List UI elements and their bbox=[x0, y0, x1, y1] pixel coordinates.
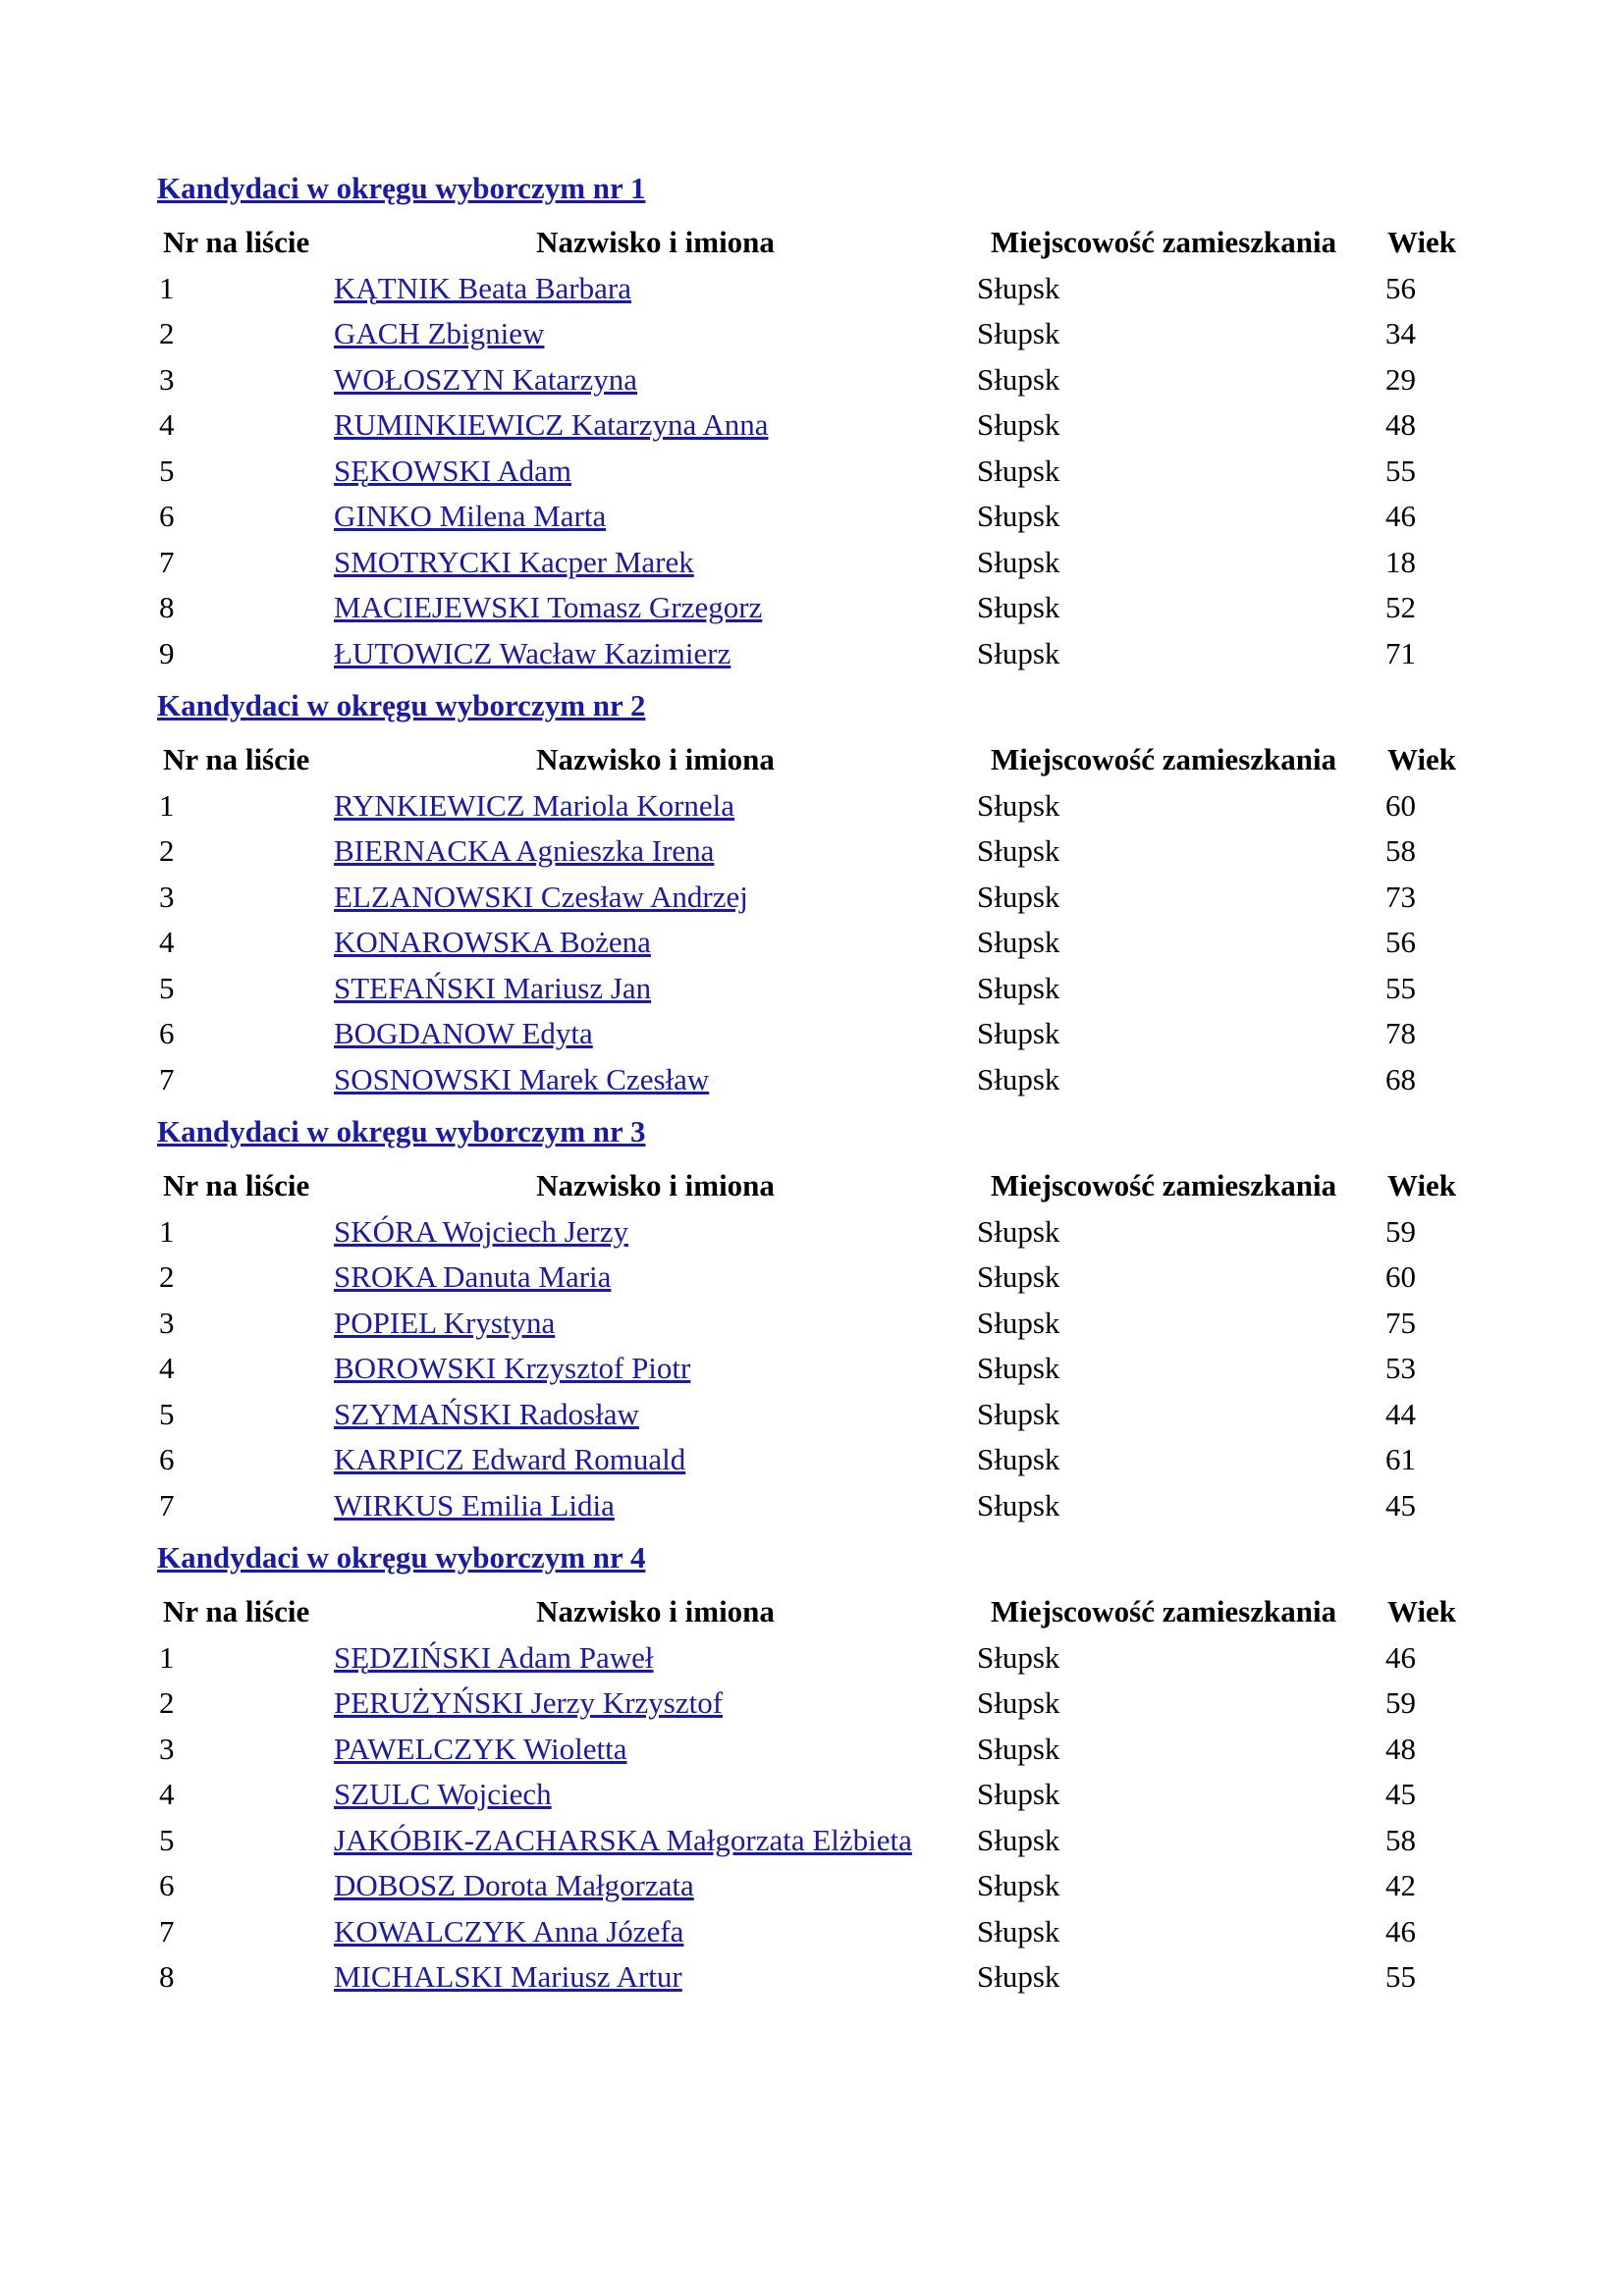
age: 59 bbox=[1385, 1685, 1416, 1721]
table-header-row bbox=[157, 737, 1473, 783]
candidate-name-cell bbox=[334, 1909, 977, 1955]
residence: Słupsk bbox=[977, 1913, 1060, 1949]
candidate-name-cell bbox=[334, 1346, 977, 1392]
residence: Słupsk bbox=[977, 1487, 1060, 1522]
age: 56 bbox=[1385, 270, 1416, 305]
candidate-name-link[interactable]: PERUŻYŃSKI Jerzy Krzysztof bbox=[334, 1685, 724, 1721]
age: 60 bbox=[1385, 787, 1416, 823]
residence: Słupsk bbox=[977, 925, 1060, 960]
list-number: 7 bbox=[159, 1487, 175, 1522]
age: 48 bbox=[1385, 407, 1416, 443]
list-number: 3 bbox=[159, 1731, 175, 1766]
list-number: 6 bbox=[159, 1442, 175, 1477]
table-row bbox=[157, 1727, 1473, 1773]
header-list-number: Nr na liście bbox=[163, 1168, 310, 1203]
candidate-name-link[interactable]: KONAROWSKA Bożena bbox=[334, 925, 651, 960]
candidate-name-link[interactable]: MACIEJEWSKI Tomasz Grzegorz bbox=[334, 590, 763, 625]
table-row bbox=[157, 357, 1473, 403]
candidate-name-link[interactable]: BIERNACKA Agnieszka Irena bbox=[334, 833, 715, 869]
table-row bbox=[157, 1772, 1473, 1818]
candidate-name-cell bbox=[334, 1437, 977, 1483]
age: 52 bbox=[1385, 590, 1416, 625]
header-residence: Miejscowość zamieszkania bbox=[991, 1168, 1337, 1203]
table-row bbox=[157, 1392, 1473, 1438]
age: 45 bbox=[1385, 1487, 1416, 1522]
candidate-name-link[interactable]: SZULC Wojciech bbox=[334, 1777, 552, 1812]
district-section bbox=[157, 1536, 1532, 2008]
list-number: 4 bbox=[159, 1351, 175, 1386]
list-number: 5 bbox=[159, 970, 175, 1005]
candidate-name-cell bbox=[334, 783, 977, 829]
residence: Słupsk bbox=[977, 1259, 1060, 1295]
candidate-name-cell bbox=[334, 1863, 977, 1909]
residence: Słupsk bbox=[977, 590, 1060, 625]
candidate-name-cell bbox=[334, 1772, 977, 1818]
candidate-name-cell bbox=[334, 1635, 977, 1682]
list-number: 5 bbox=[159, 1396, 175, 1431]
residence: Słupsk bbox=[977, 635, 1060, 670]
age: 53 bbox=[1385, 1351, 1416, 1386]
list-number: 4 bbox=[159, 1777, 175, 1812]
candidate-name-cell bbox=[334, 449, 977, 495]
candidate-list-document bbox=[157, 167, 1532, 2008]
age: 46 bbox=[1385, 499, 1416, 534]
age: 71 bbox=[1385, 635, 1416, 670]
list-number: 6 bbox=[159, 499, 175, 534]
candidate-name-link[interactable]: MICHALSKI Mariusz Artur bbox=[334, 1959, 682, 1995]
list-number: 6 bbox=[159, 1868, 175, 1903]
residence: Słupsk bbox=[977, 1731, 1060, 1766]
candidate-name-link[interactable]: SĘKOWSKI Adam bbox=[334, 453, 571, 488]
list-number: 1 bbox=[159, 1639, 175, 1675]
list-number: 4 bbox=[159, 407, 175, 443]
table-row bbox=[157, 1818, 1473, 1864]
candidate-name-cell bbox=[334, 1392, 977, 1438]
age: 78 bbox=[1385, 1016, 1416, 1051]
list-number: 2 bbox=[159, 1685, 175, 1721]
table-row bbox=[157, 1635, 1473, 1682]
residence: Słupsk bbox=[977, 787, 1060, 823]
candidate-name-cell bbox=[334, 1954, 977, 2001]
candidate-name-cell bbox=[334, 1727, 977, 1773]
age: 58 bbox=[1385, 1822, 1416, 1857]
candidate-name-link[interactable]: GINKO Milena Marta bbox=[334, 499, 607, 534]
district-heading-link[interactable]: Kandydaci w okręgu wyborczym nr 3 bbox=[157, 1114, 646, 1148]
table-row bbox=[157, 1681, 1473, 1727]
table-row bbox=[157, 1346, 1473, 1392]
list-number: 1 bbox=[159, 1213, 175, 1249]
candidate-name-link[interactable]: GACH Zbigniew bbox=[334, 316, 545, 351]
residence: Słupsk bbox=[977, 316, 1060, 351]
header-age: Wiek bbox=[1387, 742, 1457, 777]
candidate-name-cell bbox=[334, 1301, 977, 1347]
candidate-name-cell bbox=[334, 402, 977, 449]
candidate-name-link[interactable]: ŁUTOWICZ Wacław Kazimierz bbox=[334, 635, 731, 670]
candidate-name-link[interactable]: PAWELCZYK Wioletta bbox=[334, 1731, 627, 1766]
table-row bbox=[157, 631, 1473, 677]
candidate-name-link[interactable]: ELZANOWSKI Czesław Andrzej bbox=[334, 879, 748, 914]
list-number: 1 bbox=[159, 787, 175, 823]
table-row bbox=[157, 1909, 1473, 1955]
candidate-name-cell bbox=[334, 875, 977, 921]
candidate-name-link[interactable]: KĄTNIK Beata Barbara bbox=[334, 270, 631, 305]
residence: Słupsk bbox=[977, 1061, 1060, 1096]
section-spacer bbox=[157, 676, 1532, 684]
table-row bbox=[157, 966, 1473, 1012]
age: 46 bbox=[1385, 1913, 1416, 1949]
candidate-name-cell bbox=[334, 540, 977, 586]
header-list-number: Nr na liście bbox=[163, 742, 310, 777]
candidate-name-cell bbox=[334, 1255, 977, 1301]
age: 48 bbox=[1385, 1731, 1416, 1766]
residence: Słupsk bbox=[977, 499, 1060, 534]
age: 34 bbox=[1385, 316, 1416, 351]
candidate-name-link[interactable]: SKÓRA Wojciech Jerzy bbox=[334, 1213, 628, 1249]
candidate-name-link[interactable]: RUMINKIEWICZ Katarzyna Anna bbox=[334, 407, 769, 443]
candidate-name-link[interactable]: SROKA Danuta Maria bbox=[334, 1259, 612, 1295]
list-number: 2 bbox=[159, 1259, 175, 1295]
residence: Słupsk bbox=[977, 833, 1060, 869]
list-number: 5 bbox=[159, 1822, 175, 1857]
residence: Słupsk bbox=[977, 1396, 1060, 1431]
candidate-name-link[interactable]: SMOTRYCKI Kacper Marek bbox=[334, 544, 694, 579]
district-section bbox=[157, 1110, 1532, 1536]
candidate-name-link[interactable]: BOROWSKI Krzysztof Piotr bbox=[334, 1351, 691, 1386]
table-row bbox=[157, 585, 1473, 631]
list-number: 3 bbox=[159, 879, 175, 914]
district-heading-link[interactable]: Kandydaci w okręgu wyborczym nr 1 bbox=[157, 171, 646, 205]
district-heading-link[interactable]: Kandydaci w okręgu wyborczym nr 4 bbox=[157, 1540, 646, 1575]
age: 46 bbox=[1385, 1639, 1416, 1675]
header-full-name: Nazwisko i imiona bbox=[536, 225, 775, 260]
header-residence: Miejscowość zamieszkania bbox=[991, 742, 1337, 777]
table-row bbox=[157, 920, 1473, 966]
candidate-name-link[interactable]: WIRKUS Emilia Lidia bbox=[334, 1487, 615, 1522]
residence: Słupsk bbox=[977, 879, 1060, 914]
candidate-name-link[interactable]: KARPICZ Edward Romuald bbox=[334, 1442, 686, 1477]
list-number: 8 bbox=[159, 590, 175, 625]
table-row bbox=[157, 875, 1473, 921]
candidate-name-cell bbox=[334, 966, 977, 1012]
candidate-name-cell bbox=[334, 631, 977, 677]
residence: Słupsk bbox=[977, 1685, 1060, 1721]
residence: Słupsk bbox=[977, 1822, 1060, 1857]
age: 55 bbox=[1385, 970, 1416, 1005]
candidates-table bbox=[157, 220, 1473, 676]
table-row bbox=[157, 1301, 1473, 1347]
list-number: 7 bbox=[159, 1061, 175, 1096]
list-number: 8 bbox=[159, 1959, 175, 1995]
table-header-row bbox=[157, 1589, 1473, 1635]
header-list-number: Nr na liście bbox=[163, 225, 310, 260]
residence: Słupsk bbox=[977, 1442, 1060, 1477]
header-residence: Miejscowość zamieszkania bbox=[991, 225, 1337, 260]
list-number: 6 bbox=[159, 1016, 175, 1051]
table-row bbox=[157, 1255, 1473, 1301]
table-header-row bbox=[157, 1163, 1473, 1209]
residence: Słupsk bbox=[977, 1016, 1060, 1051]
residence: Słupsk bbox=[977, 1351, 1060, 1386]
header-full-name: Nazwisko i imiona bbox=[536, 1168, 775, 1203]
header-age: Wiek bbox=[1387, 1168, 1457, 1203]
list-number: 2 bbox=[159, 833, 175, 869]
age: 60 bbox=[1385, 1259, 1416, 1295]
candidate-name-link[interactable]: POPIEL Krystyna bbox=[334, 1305, 556, 1340]
candidate-name-cell bbox=[334, 1681, 977, 1727]
candidate-name-link[interactable]: DOBOSZ Dorota Małgorzata bbox=[334, 1868, 694, 1903]
district-heading-link[interactable]: Kandydaci w okręgu wyborczym nr 2 bbox=[157, 688, 646, 722]
candidate-name-link[interactable]: SĘDZIŃSKI Adam Paweł bbox=[334, 1639, 654, 1675]
age: 42 bbox=[1385, 1868, 1416, 1903]
age: 45 bbox=[1385, 1777, 1416, 1812]
candidate-name-link[interactable]: JAKÓBIK-ZACHARSKA Małgorzata Elżbieta bbox=[334, 1822, 912, 1857]
candidate-name-cell bbox=[334, 1209, 977, 1255]
candidate-name-cell bbox=[334, 1483, 977, 1529]
district-section bbox=[157, 684, 1532, 1110]
list-number: 5 bbox=[159, 453, 175, 488]
candidate-name-cell bbox=[334, 311, 977, 357]
list-number: 7 bbox=[159, 1913, 175, 1949]
age: 56 bbox=[1385, 925, 1416, 960]
list-number: 4 bbox=[159, 925, 175, 960]
age: 44 bbox=[1385, 1396, 1416, 1431]
age: 29 bbox=[1385, 361, 1416, 397]
table-row bbox=[157, 1954, 1473, 2001]
candidates-table bbox=[157, 1163, 1473, 1528]
residence: Słupsk bbox=[977, 1777, 1060, 1812]
candidate-name-link[interactable]: WOŁOSZYN Katarzyna bbox=[334, 361, 638, 397]
list-number: 3 bbox=[159, 361, 175, 397]
list-number: 3 bbox=[159, 1305, 175, 1340]
residence: Słupsk bbox=[977, 1868, 1060, 1903]
candidate-name-cell bbox=[334, 357, 977, 403]
age: 75 bbox=[1385, 1305, 1416, 1340]
age: 68 bbox=[1385, 1061, 1416, 1096]
residence: Słupsk bbox=[977, 453, 1060, 488]
district-section bbox=[157, 167, 1532, 684]
header-full-name: Nazwisko i imiona bbox=[536, 1594, 775, 1629]
table-row bbox=[157, 1483, 1473, 1529]
age: 73 bbox=[1385, 879, 1416, 914]
age: 55 bbox=[1385, 453, 1416, 488]
age: 18 bbox=[1385, 544, 1416, 579]
table-row bbox=[157, 1437, 1473, 1483]
list-number: 9 bbox=[159, 635, 175, 670]
candidates-table bbox=[157, 1589, 1473, 2001]
table-header-row bbox=[157, 220, 1473, 266]
table-row bbox=[157, 1209, 1473, 1255]
section-spacer bbox=[157, 2001, 1532, 2008]
table-row bbox=[157, 1057, 1473, 1103]
candidate-name-link[interactable]: STEFAŃSKI Mariusz Jan bbox=[334, 970, 652, 1005]
candidates-table bbox=[157, 737, 1473, 1102]
table-row bbox=[157, 828, 1473, 875]
residence: Słupsk bbox=[977, 1213, 1060, 1249]
candidate-name-cell bbox=[334, 1057, 977, 1103]
candidate-name-cell bbox=[334, 585, 977, 631]
age: 58 bbox=[1385, 833, 1416, 869]
table-row bbox=[157, 449, 1473, 495]
table-row bbox=[157, 1863, 1473, 1909]
age: 59 bbox=[1385, 1213, 1416, 1249]
age: 61 bbox=[1385, 1442, 1416, 1477]
section-spacer bbox=[157, 1102, 1532, 1110]
residence: Słupsk bbox=[977, 407, 1060, 443]
header-age: Wiek bbox=[1387, 1594, 1457, 1629]
header-full-name: Nazwisko i imiona bbox=[536, 742, 775, 777]
header-list-number: Nr na liście bbox=[163, 1594, 310, 1629]
list-number: 2 bbox=[159, 316, 175, 351]
table-row bbox=[157, 783, 1473, 829]
candidate-name-cell bbox=[334, 1818, 977, 1864]
age: 55 bbox=[1385, 1959, 1416, 1995]
residence: Słupsk bbox=[977, 970, 1060, 1005]
candidate-name-link[interactable]: RYNKIEWICZ Mariola Kornela bbox=[334, 787, 735, 823]
residence: Słupsk bbox=[977, 1639, 1060, 1675]
table-row bbox=[157, 494, 1473, 540]
table-row bbox=[157, 402, 1473, 449]
candidate-name-cell bbox=[334, 920, 977, 966]
residence: Słupsk bbox=[977, 361, 1060, 397]
table-row bbox=[157, 1011, 1473, 1057]
list-number: 7 bbox=[159, 544, 175, 579]
header-residence: Miejscowość zamieszkania bbox=[991, 1594, 1337, 1629]
candidate-name-link[interactable]: KOWALCZYK Anna Józefa bbox=[334, 1913, 684, 1949]
table-row bbox=[157, 540, 1473, 586]
header-age: Wiek bbox=[1387, 225, 1457, 260]
candidate-name-cell bbox=[334, 266, 977, 312]
list-number: 1 bbox=[159, 270, 175, 305]
residence: Słupsk bbox=[977, 1959, 1060, 1995]
table-row bbox=[157, 266, 1473, 312]
residence: Słupsk bbox=[977, 544, 1060, 579]
candidate-name-cell bbox=[334, 828, 977, 875]
candidate-name-cell bbox=[334, 494, 977, 540]
candidate-name-link[interactable]: BOGDANOW Edyta bbox=[334, 1016, 593, 1051]
residence: Słupsk bbox=[977, 1305, 1060, 1340]
candidate-name-link[interactable]: SZYMAŃSKI Radosław bbox=[334, 1396, 639, 1431]
residence: Słupsk bbox=[977, 270, 1060, 305]
table-row bbox=[157, 311, 1473, 357]
candidate-name-cell bbox=[334, 1011, 977, 1057]
candidate-name-link[interactable]: SOSNOWSKI Marek Czesław bbox=[334, 1061, 710, 1096]
section-spacer bbox=[157, 1528, 1532, 1536]
